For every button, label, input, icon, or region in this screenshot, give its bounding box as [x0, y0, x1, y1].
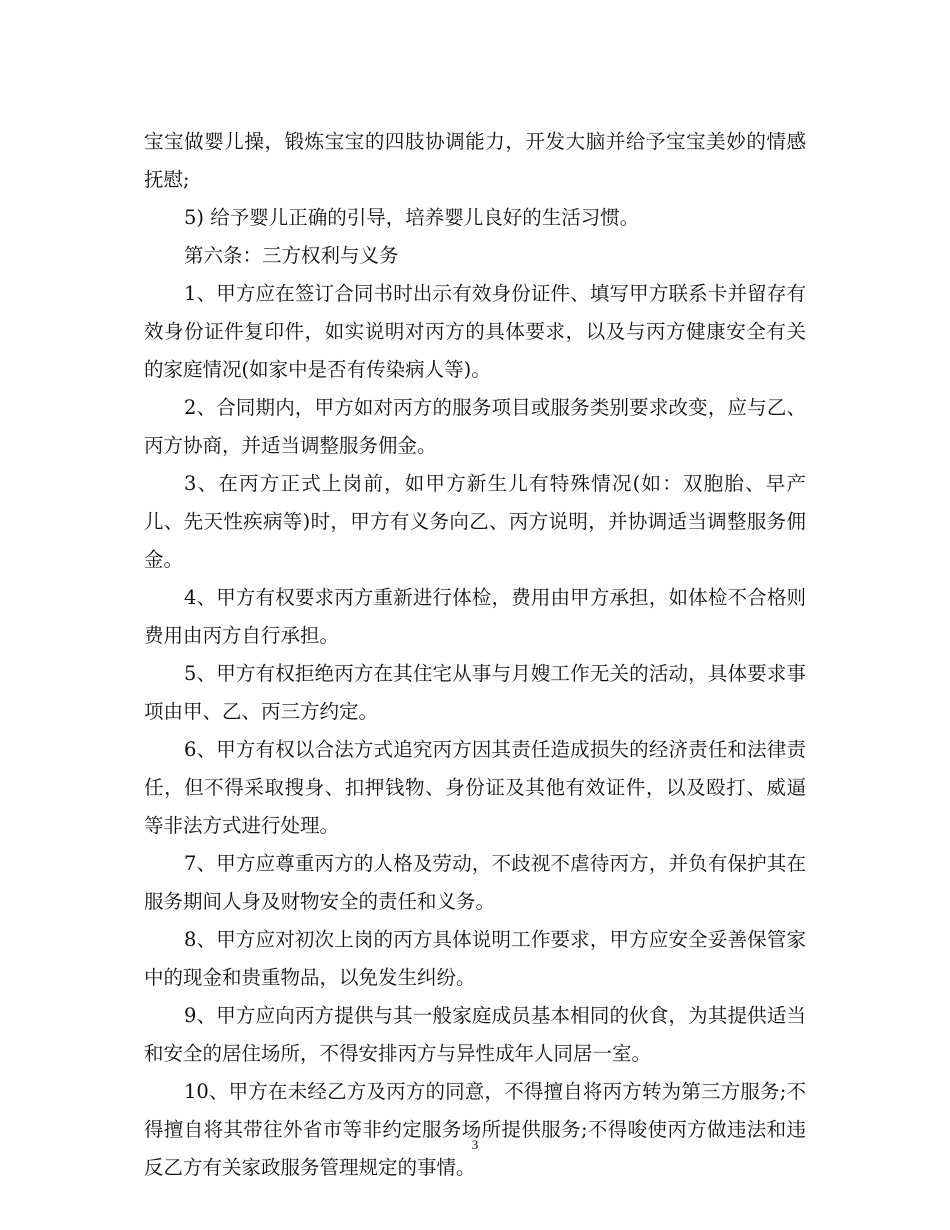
paragraph: 5) 给予婴儿正确的引导，培养婴儿良好的生活习惯。 — [184, 206, 640, 229]
paragraph: 8、甲方应对初次上岗的丙方具体说明工作要求，甲方应安全妥善保管家中的现金和贵重物品，以免发生纠纷。 — [144, 928, 806, 989]
paragraph: 3、在丙方正式上岗前，如甲方新生儿有特殊情况(如：双胞胎、早产儿、先天性疾病等)时，甲方有义务向乙、丙方说明，并协调适当调整服务佣金。 — [144, 472, 806, 571]
paragraph: 2、合同期内，甲方如对丙方的服务项目或服务类别要求改变，应与乙、丙方协商，并适当调整服务佣金。 — [144, 396, 806, 457]
document-body — [144, 123, 806, 1187]
paragraph: 5、甲方有权拒绝丙方在其住宅从事与月嫂工作无关的活动，具体要求事项由甲、乙、丙三方约定。 — [144, 662, 806, 723]
paragraph: 7、甲方应尊重丙方的人格及劳动，不歧视不虐待丙方，并负有保护其在服务期间人身及财物安全的责任和义务。 — [144, 852, 806, 913]
paragraph: 6、甲方有权以合法方式追究丙方因其责任造成损失的经济责任和法律责任，但不得采取搜身、扣押钱物、身份证及其他有效证件，以及殴打、威逼等非法方式进行处理。 — [144, 738, 806, 837]
paragraph: 10、甲方在未经乙方及丙方的同意，不得擅自将丙方转为第三方服务;不得擅自将其带往外省市等非约定服务场所提供服务;不得唆使丙方做违法和违反乙方有关家政服务管理规定的事情。 — [144, 1080, 806, 1179]
paragraph: 9、甲方应向丙方提供与其一般家庭成员基本相同的伙食，为其提供适当和安全的居住场所，不得安排丙方与异性成年人同居一室。 — [144, 1004, 806, 1065]
page-number: 3 — [471, 1137, 479, 1152]
paragraph: 4、甲方有权要求丙方重新进行体检，费用由甲方承担，如体检不合格则费用由丙方自行承担。 — [144, 586, 806, 647]
section-heading: 第六条：三方权利与义务 — [184, 244, 399, 267]
paragraph: 1、甲方应在签订合同书时出示有效身份证件、填写甲方联系卡并留存有效身份证件复印件，如实说明对丙方的具体要求，以及与丙方健康安全有关的家庭情况(如家中是否有传染病人等)。 — [144, 282, 806, 381]
paragraph: 宝宝做婴儿操，锻炼宝宝的四肢协调能力，开发大脑并给予宝宝美妙的情感抚慰; — [144, 130, 806, 191]
